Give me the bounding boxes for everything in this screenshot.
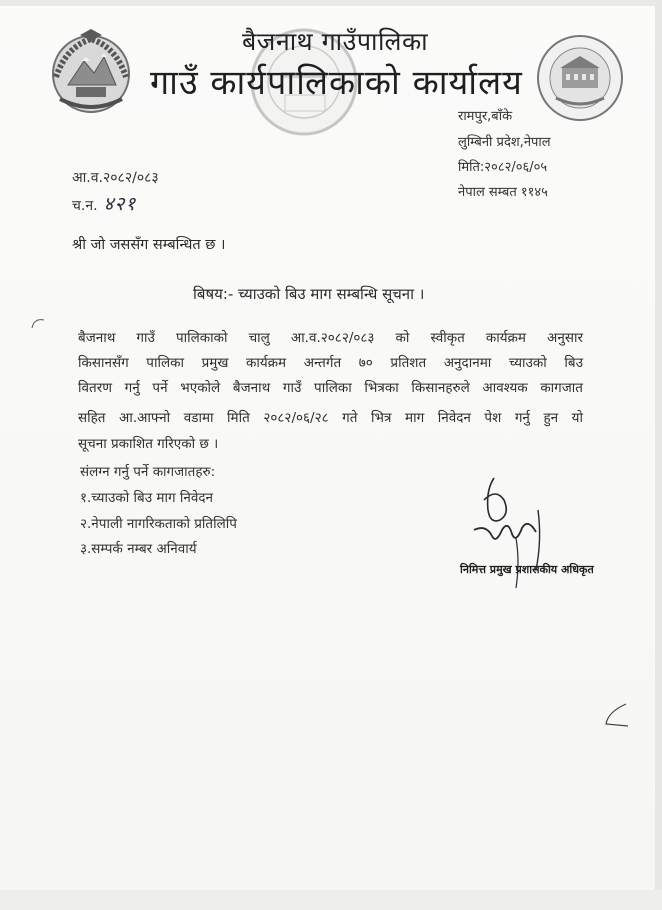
salutation: श्री जो जससँग सम्बन्धित छ । [72, 237, 226, 253]
letter-date: मिति:२०८२/०६/०५ [458, 160, 548, 175]
dispatch-label: च.न. [72, 198, 98, 214]
signatory-title: निमित्त प्रमुख प्रशासकीय अधिकृत [460, 563, 594, 576]
address-line-2: लुम्बिनी प्रदेश,नेपाल [458, 135, 551, 150]
attachments-heading: संलग्न गर्नु पर्ने कागजातहरु: [80, 464, 216, 480]
municipality-name: बैजनाथ गाउँपालिका [242, 27, 429, 56]
body-line-3: वितरण गर्नु पर्ने भएकोले बैजनाथ गाउँ पालिका भित्रका किसानहरुले आवश्यक कागजात [78, 380, 583, 396]
nepal-emblem-icon [46, 27, 136, 117]
scan-edge-right [655, 0, 662, 910]
office-title: गाउँ कार्यपालिकाको कार्यालय [150, 63, 523, 103]
attachment-item-2: २.नेपाली नागरिकताको प्रतिलिपि [80, 516, 237, 532]
body-line-5: सूचना प्रकाशित गरिएको छ । [78, 436, 219, 452]
subject-line: बिषय:- च्याउको बिउ माग सम्बन्धि सूचना । [193, 285, 425, 303]
body-line-4: सहित आ.आफ्नो वडामा मिति २०८२/०६/२८ गते भित्र माग निवेदन पेश गर्नु हुन यो [78, 410, 583, 426]
attachment-item-3: ३.सम्पर्क नम्बर अनिवार्य [80, 541, 197, 557]
scan-edge-bottom [0, 890, 662, 910]
dispatch-number-row [72, 190, 136, 216]
body-line-2: किसानसँग पालिका प्रमुख कार्यक्रम अन्तर्गत ७० प्रतिशत अनुदानमा च्याउको बिउ [78, 355, 583, 371]
address-line-1: रामपुर,बाँके [458, 109, 513, 124]
scan-mark-icon [30, 316, 46, 330]
nepal-sambat-date: नेपाल सम्बत ११४५ [458, 185, 548, 200]
scan-edge-top [0, 0, 662, 6]
attachment-item-1: १.च्याउको बिउ माग निवेदन [80, 490, 214, 506]
dispatch-number: ४२१ [103, 193, 137, 215]
corner-fold-mark-icon [600, 700, 630, 730]
body-line-1: बैजनाथ गाउँ पालिकाको चालु आ.व.२०८२/०८३ को स्वीकृत कार्यक्रम अनुसार [78, 330, 583, 346]
fiscal-year: आ.व.२०८२/०८३ [72, 170, 159, 186]
municipality-seal-icon [536, 34, 624, 122]
